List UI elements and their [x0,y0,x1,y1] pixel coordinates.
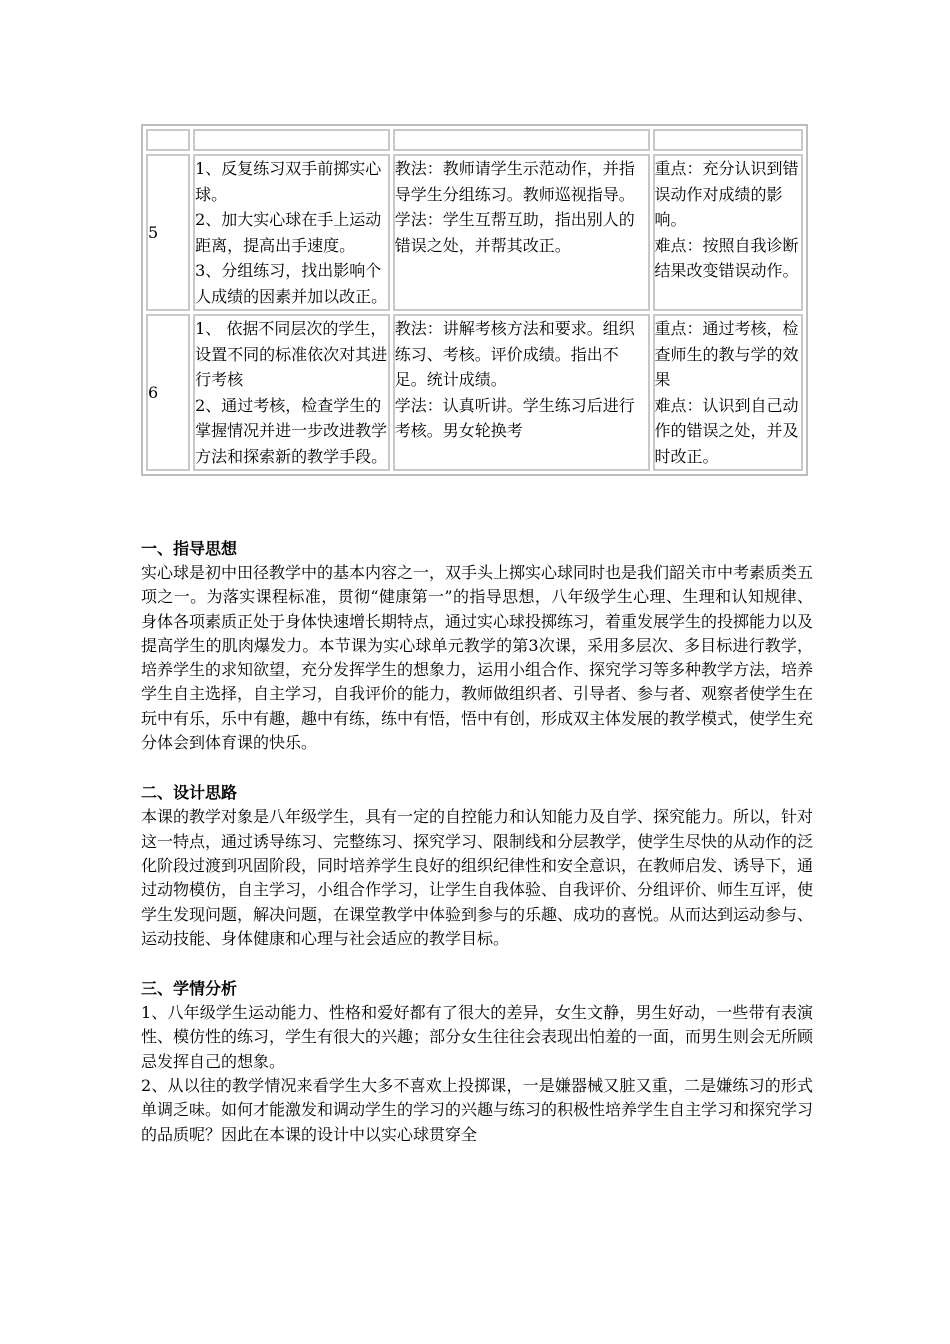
section-guiding-ideology [141,537,813,755]
paragraph: 本课的教学对象是八年级学生，具有一定的自控能力和认知能力及自学、探究能力。所以，针对这一特点，通过诱导练习、完整练习、探究学习、限制线和分层教学，使学生尽快的从动作的泛化阶段过渡到巩固阶段，同时培养学生良好的组织纪律性和安全意识，在教师启发、诱导下，通过动物模仿，自主学习，小组合作学习，让学生自我体验、自我评价、分组评价、师生互评，使学生发现问题，解决问题，在课堂教学中体验到参与的乐趣、成功的喜悦。从而达到运动参与、运动技能、身体健康和心理与社会适应的教学目标。 [141,807,814,948]
table-cell-empty [393,129,650,151]
section-heading: 二、设计思路 [141,783,238,803]
section-heading: 三、学情分析 [141,979,238,999]
paragraph: 1、八年级学生运动能力、性格和爱好都有了很大的差异，女生文静，男生好动，一些带有表演性、模仿性的练习，学生有很大的兴趣；部分女生往往会表现出怕羞的一面，而男生则会无所顾忌发挥自己的想象。 [141,1003,814,1071]
key-point: 重点：充分认识到错误动作对成绩的影响。 [654,159,799,229]
table-cell-empty [193,129,390,151]
lesson-plan-table [141,124,808,476]
document-body [141,537,813,1147]
table-header-row [146,129,803,151]
spacer [141,951,813,977]
table-cell-empty [146,129,190,151]
content-cell [193,314,390,471]
content-line: 1、 依据不同层次的学生，设置不同的标准依次对其进行考核 [195,319,388,389]
paragraph: 实心球是初中田径教学中的基本内容之一，双手头上掷实心球同时也是我们韶关市中考素质类五项之一。为落实课程标准，贯彻“健康第一”的指导思想，八年级学生心理、生理和认知规律、身体各项素质正处于身体快速增长期特点，通过实心球投掷练习，着重发展学生的投掷能力以及提高学生的肌肉爆发力。本节课为实心球单元教学的第3次课，采用多层次、多目标进行教学，培养学生的求知欲望，充分发挥学生的想象力，运用小组合作、探究学习等多种教学方法，培养学生自主选择，自主学习，自我评价的能力，教师做组织者、引导者、参与者、观察者使学生在玩中有乐，乐中有趣，趣中有练，练中有悟，悟中有创，形成双主体发展的教学模式，使学生充分体会到体育课的快乐。 [141,563,814,753]
table-row [146,314,803,471]
teaching-method: 教法：教师请学生示范动作，并指导学生分组练习。教师巡视指导。 [394,159,635,204]
section-design-idea [141,781,813,951]
paragraph: 2、从以往的教学情况来看学生大多不喜欢上投掷课，一是嫌器械又脏又重，二是嫌练习的形式单调乏味。如何才能激发和调动学生的学习的兴趣与练习的积极性培养学生自主学习和探究学习的品质呢？因此在本课的设计中以实心球贯穿全 [141,1076,814,1144]
methods-cell [393,314,650,471]
key-points-cell [653,154,804,311]
teaching-method: 教法：讲解考核方法和要求。组织练习、考核。评价成绩。指出不足。统计成绩。 [394,319,635,389]
section-heading: 一、指导思想 [141,539,238,558]
key-points-cell [653,314,804,471]
content-line: 1、反复练习双手前掷实心球。 [195,159,382,204]
table-row [146,154,803,311]
content-line: 2、通过考核，检查学生的掌握情况并进一步改进教学方法和探索新的教学手段。 [195,395,388,466]
learning-method: 学法：认真听讲。学生练习后进行考核。男女轮换考 [394,395,635,440]
content-line: 2、加大实心球在手上运动距离，提高出手速度。 [195,210,382,255]
row-number: 6 [146,314,190,471]
section-student-analysis [141,977,813,1147]
methods-cell [393,154,650,311]
difficult-point: 难点：认识到自己动作的错误之处，并及时改正。 [654,395,799,466]
learning-method: 学法：学生互帮互助，指出别人的错误之处，并帮其改正。 [394,210,635,255]
spacer [141,755,813,781]
content-line: 3、分组练习，找出影响个人成绩的因素并加以改正。 [195,261,388,306]
row-number: 5 [146,154,190,311]
key-point: 重点：通过考核，检查师生的教与学的效果 [654,319,799,389]
content-cell [193,154,390,311]
difficult-point: 难点：按照自我诊断结果改变错误动作。 [654,235,799,280]
table-cell-empty [653,129,804,151]
